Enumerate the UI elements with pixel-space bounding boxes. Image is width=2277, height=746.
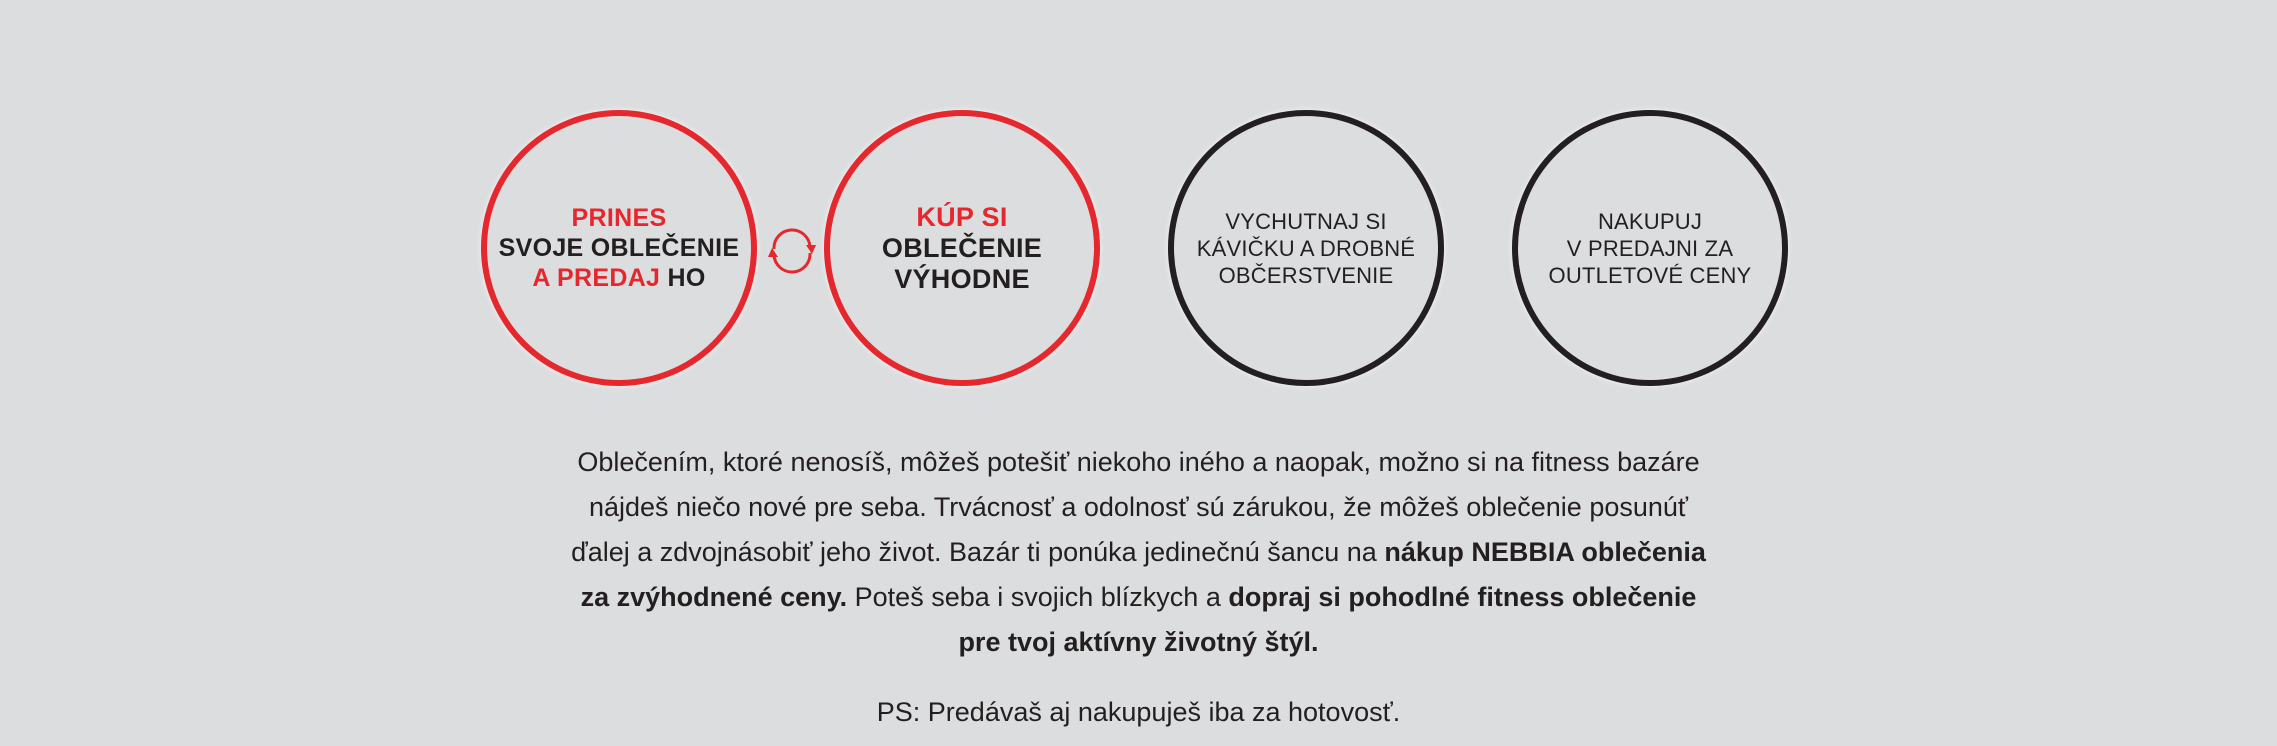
step-label-shop — [1549, 208, 1752, 289]
step-buy-line2: OBLEČENIE — [881, 232, 1043, 263]
step-shop-line2: V PREDAJNI ZA — [1566, 235, 1734, 261]
step-label-buy — [882, 202, 1042, 295]
refresh-cycle-icon — [766, 228, 818, 274]
step-buy-line3: VÝHODNE — [894, 263, 1030, 294]
step-shop-line1: NAKUPUJ — [1597, 208, 1703, 234]
step-circle-sell — [481, 110, 757, 386]
step-label-sell — [499, 203, 740, 293]
step-circle-shop — [1512, 110, 1788, 386]
step-coffee-line3: OBČERSTVENIE — [1218, 262, 1394, 288]
step-sell-line1: PRINES — [571, 204, 667, 232]
description-text-1: Oblečením, ktoré nenosíš, môžeš potešiť niekoho iného a naopak, možno si na fitness bazáre nájdeš niečo nové pre seba. Trvácnosť a odolnosť sú zárukou, že môžeš oblečenie posunúť ďalej a zdvojnásobiť jeho život. Bazár ti ponúka jedinečnú šancu na — [571, 447, 1700, 567]
description-text-2: Poteš seba i svojich blízkych a — [847, 582, 1229, 612]
step-sell-line3a: A PREDAJ — [532, 264, 661, 292]
step-circle-coffee — [1168, 110, 1444, 386]
step-buy-line1: KÚP SI — [916, 201, 1008, 232]
description-bold-2: dopraj si pohodlné fitness oblečenie pre tvoj aktívny životný štýl. — [958, 582, 1697, 657]
step-sell-line3b: HO — [660, 264, 706, 292]
description-bold-1: nákup NEBBIA oblečenia za zvýhodnené ceny. — [580, 537, 1706, 612]
step-coffee-line2: KÁVIČKU A DROBNÉ — [1196, 235, 1416, 261]
step-shop-line3: OUTLETOVÉ CENY — [1548, 262, 1752, 288]
step-circle-buy — [824, 110, 1100, 386]
step-coffee-line1: VYCHUTNAJ SI — [1225, 208, 1387, 234]
step-label-coffee — [1197, 208, 1415, 289]
step-sell-line2: SVOJE OBLEČENIE — [498, 234, 740, 262]
description-paragraph — [560, 440, 1717, 665]
ps-note: PS: Predávaš aj nakupuješ iba za hotovosť. — [876, 697, 1401, 727]
